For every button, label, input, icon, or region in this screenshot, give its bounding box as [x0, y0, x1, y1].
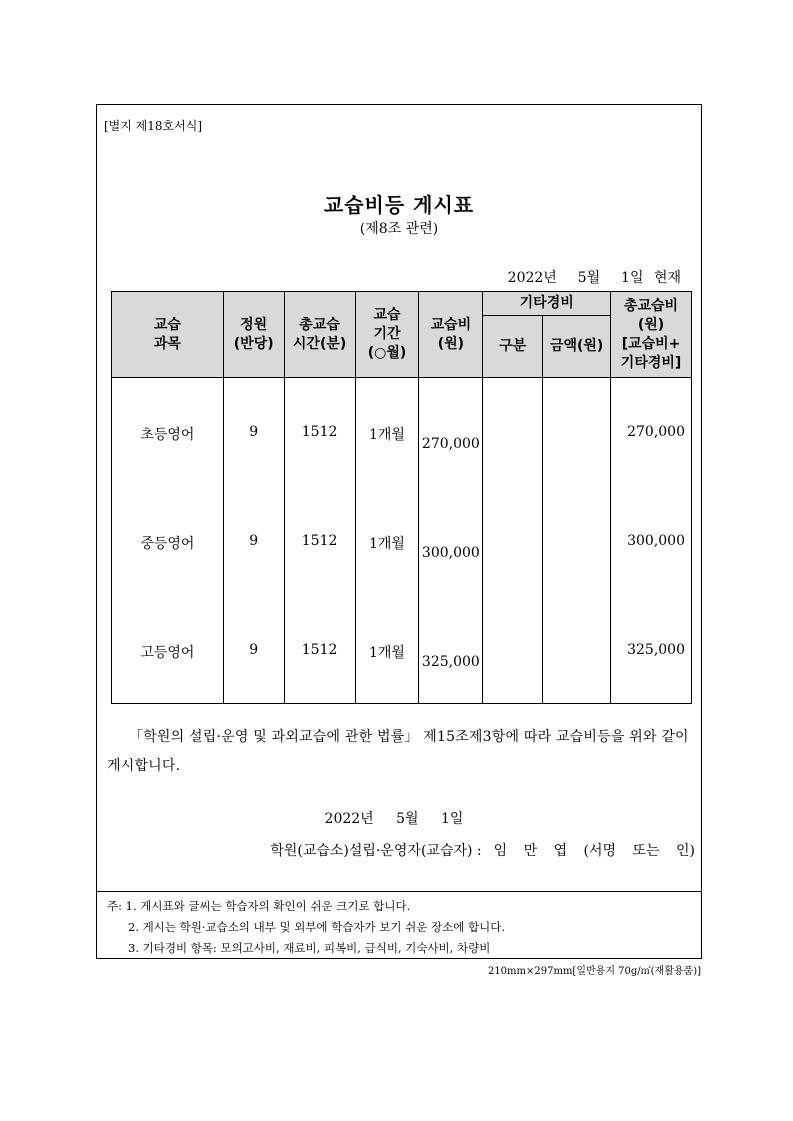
header-total: 총교습비 (원) [교습비+ 기타경비]	[611, 292, 692, 378]
notes-divider	[97, 891, 701, 892]
header-other-expenses: 기타경비	[483, 292, 611, 316]
notice-text: 「학원의 설립·운영 및 과외교습에 관한 법률」 제15조제3항에 따라 교습비등을 위와 같이 게시합니다.	[107, 729, 689, 774]
table-cell-capacity: 9	[249, 424, 259, 440]
period-column	[355, 378, 419, 704]
header-other-amount: 금액(원)	[543, 316, 611, 378]
table-cell-capacity: 9	[249, 533, 259, 549]
fee-table	[111, 291, 692, 704]
table-cell-fee: 300,000	[421, 545, 480, 561]
note-item: 주: 1. 게시표와 글씨는 학습자의 확인이 쉬운 크기로 합니다.	[107, 899, 411, 913]
note-item: 3. 기타경비 항목: 모의고사비, 재료비, 피복비, 급식비, 기숙사비, 차량비	[128, 941, 491, 955]
table-cell-subject: 고등영어	[140, 645, 195, 661]
signature-date: 2022년 5월 1일	[324, 811, 464, 827]
table-cell-time: 1512	[301, 642, 338, 658]
other-type-column	[483, 378, 543, 704]
table-cell-subject: 중등영어	[140, 536, 195, 552]
form-label: [별지 제18호서식]	[104, 119, 202, 133]
table-cell-total: 300,000	[627, 533, 685, 549]
table-cell-time: 1512	[301, 424, 338, 440]
table-cell-fee: 325,000	[421, 654, 480, 670]
header-capacity: 정원 (반당)	[223, 292, 284, 378]
table-cell-time: 1512	[301, 533, 338, 549]
table-cell-total: 270,000	[627, 424, 685, 440]
table-cell-period: 1개월	[368, 536, 405, 552]
table-cell-period: 1개월	[368, 645, 405, 661]
form-frame	[96, 104, 702, 959]
subject-column	[112, 378, 224, 704]
page-subtitle: (제8조 관련)	[359, 221, 439, 237]
paper-spec: 210mm×297mm[일반용지 70g/㎡(재활용품)]	[487, 966, 701, 977]
header-fee: 교습비 (원)	[419, 292, 483, 378]
signer	[270, 840, 695, 860]
total-column	[611, 378, 692, 704]
header-period: 교습 기간 (○월)	[355, 292, 419, 378]
signer-role: 학원(교습소)설립·운영자(교습자) :	[270, 843, 482, 859]
header-other-type: 구분	[483, 316, 543, 378]
capacity-column	[223, 378, 284, 704]
time-column	[284, 378, 355, 704]
fee-column	[419, 378, 483, 704]
page-title: 교습비등 게시표	[323, 193, 475, 217]
header-total-time: 총교습 시간(분)	[284, 292, 355, 378]
signer-name: 임 만 엽 (서명 또는 인)	[493, 843, 695, 859]
notes	[107, 896, 505, 959]
table-cell-capacity: 9	[249, 642, 259, 658]
table-cell-period: 1개월	[368, 427, 405, 443]
other-amount-column	[543, 378, 611, 704]
table-cell-fee: 270,000	[421, 436, 480, 452]
table-cell-total: 325,000	[627, 642, 685, 658]
header-subject: 교습 과목	[112, 292, 224, 378]
table-cell-subject: 초등영어	[140, 427, 195, 443]
note-item: 2. 게시는 학원·교습소의 내부 및 외부에 학습자가 보기 쉬운 장소에 합니다.	[128, 920, 505, 934]
as-of-date: 2022년 5월 1일 현재	[507, 270, 681, 286]
